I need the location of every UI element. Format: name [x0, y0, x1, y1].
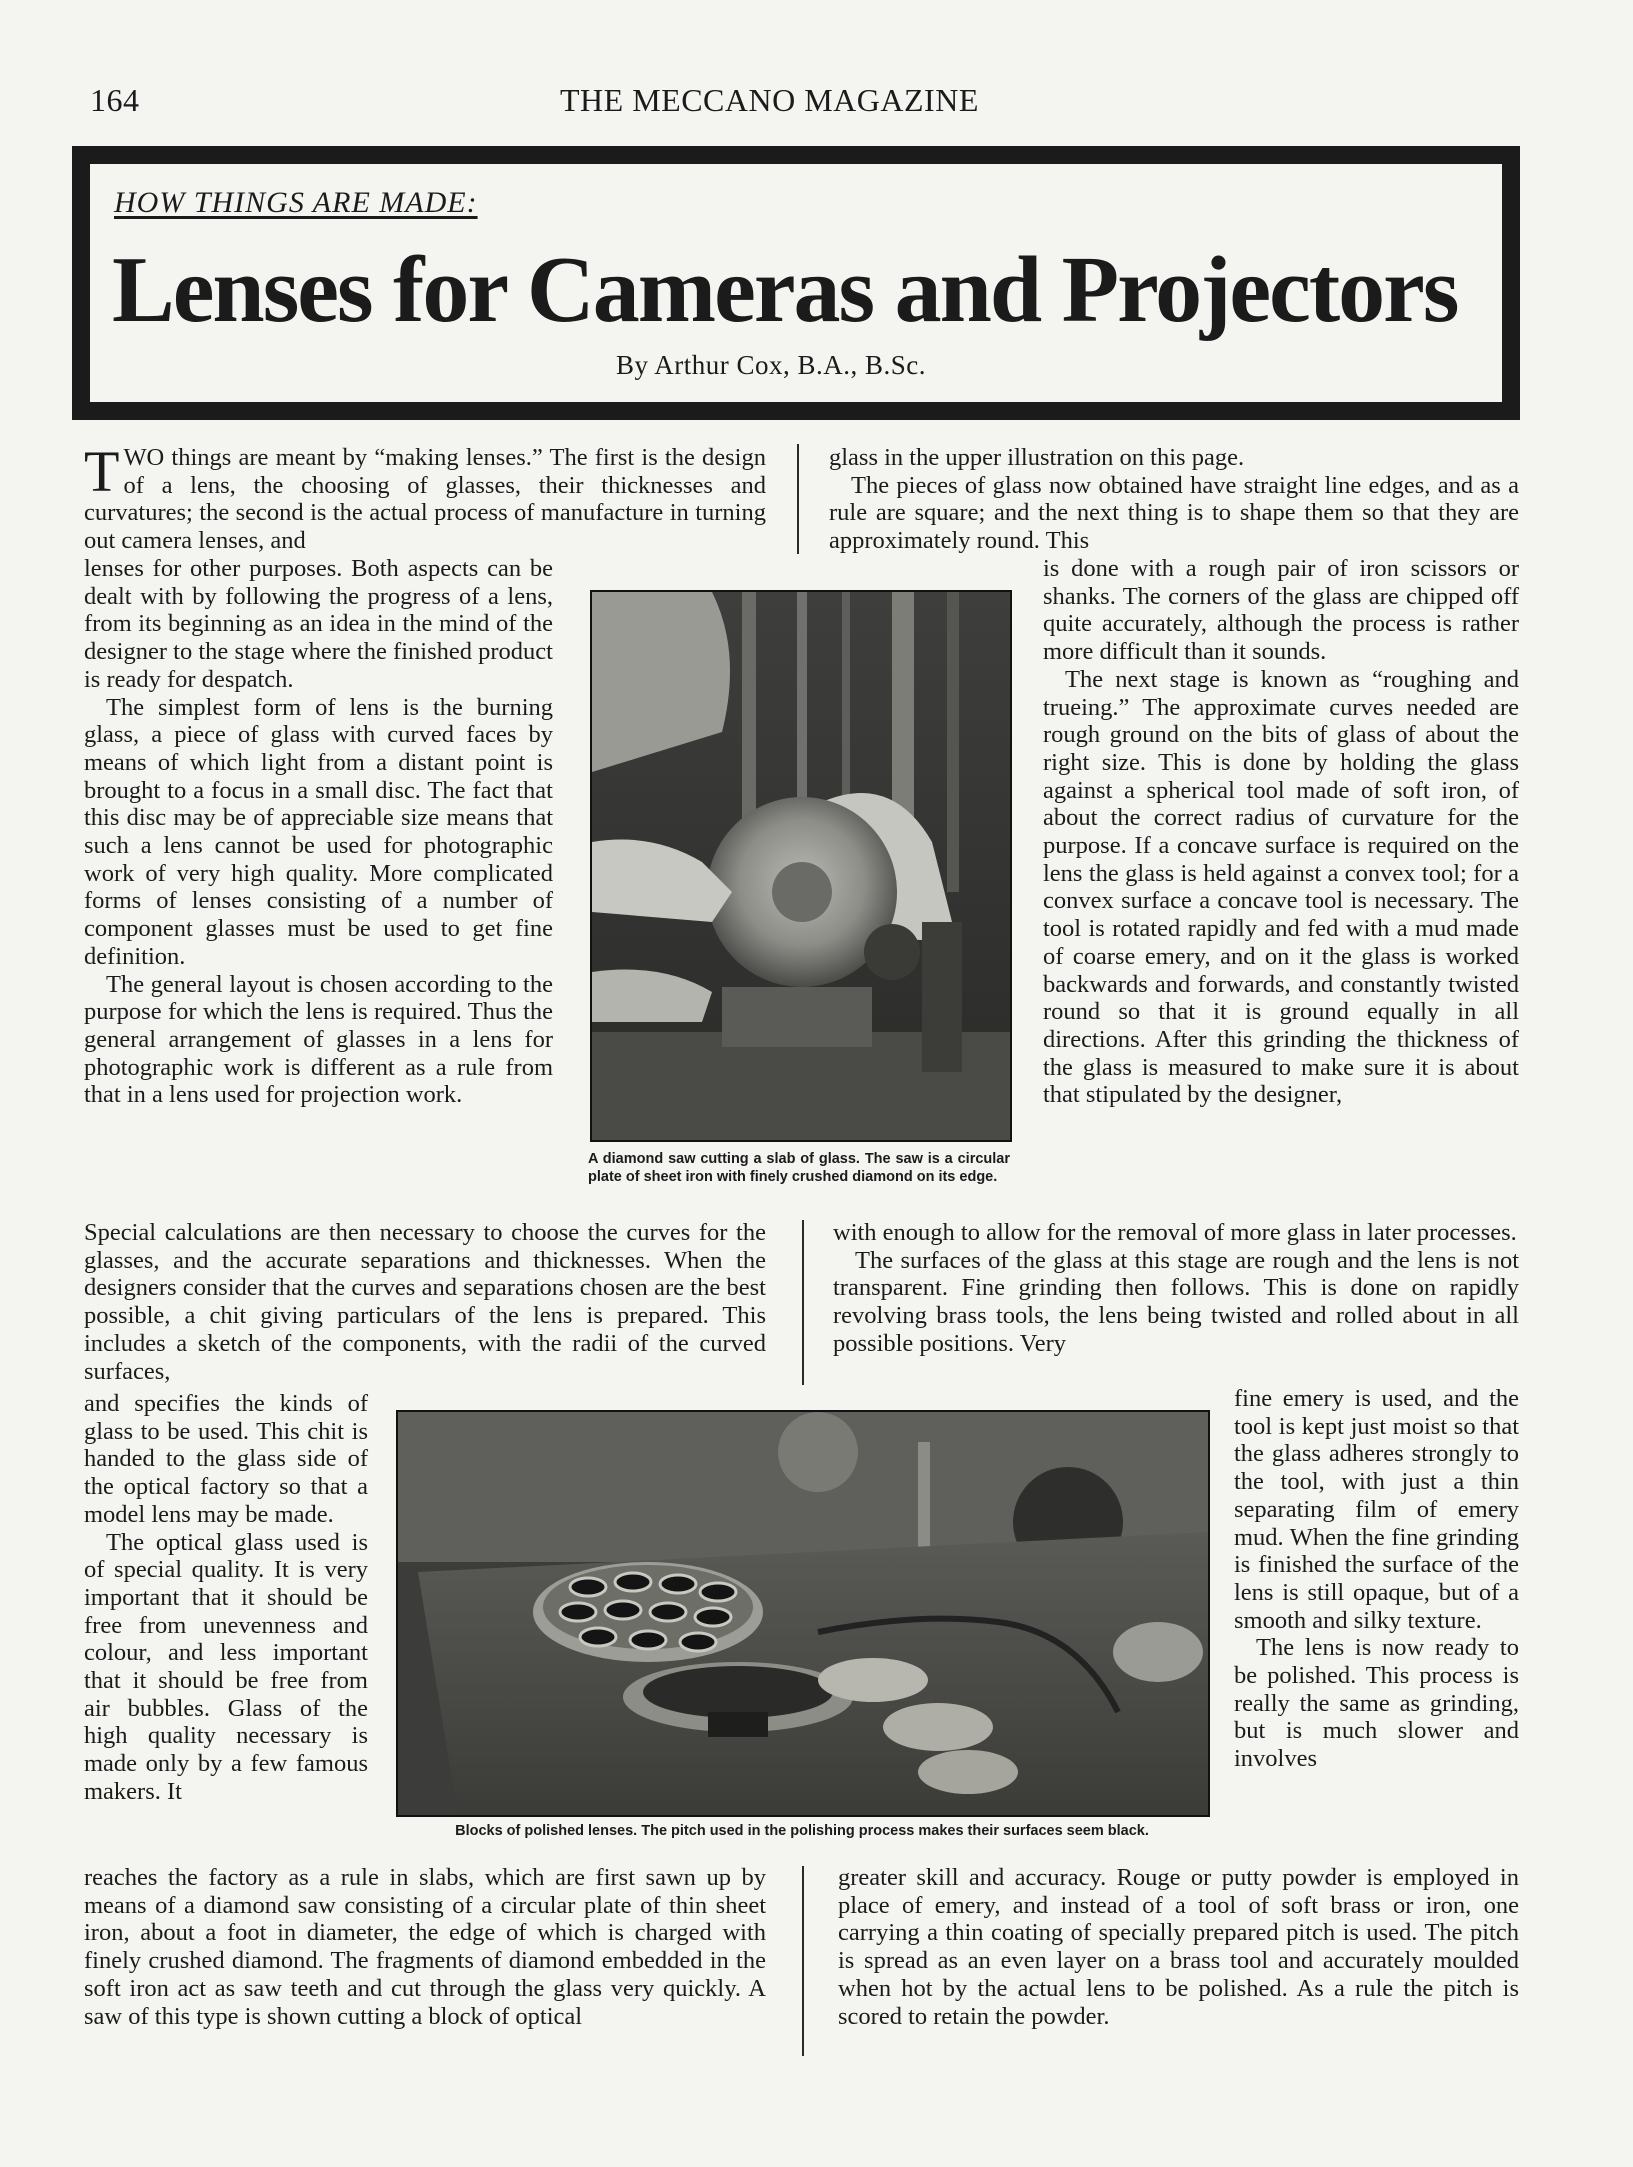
drop-cap: T [84, 439, 120, 504]
paragraph: The simplest form of lens is the burning glass, a piece of glass with curved faces by means of which light from a distant point is brought to a focus in a small disc. The fact that this disc may be of appreciable size means that such a lens cannot be used for photographic work of very high quality. More complicated forms of lenses consisting of a number of component glasses must be used to get fine definition. [84, 693, 553, 970]
left-col-intro [84, 439, 766, 555]
right-col-narrow-3 [1234, 1385, 1519, 1773]
title-border-top [72, 146, 1520, 164]
column-rule [802, 1220, 804, 1385]
paragraph: The general layout is chosen according to the purpose for which the lens is required. Thus the general arrangement of glasses in a lens for photographic work is different as a rule from that in a lens used for projection work. [84, 970, 553, 1109]
right-col-full-2 [833, 1219, 1519, 1358]
paragraph: The lens is now ready to be polished. This process is really the same as grinding, but is much slower and involves [1234, 1634, 1519, 1773]
paragraph: greater skill and accuracy. Rouge or putty powder is employed in place of emery, and instead of a tool of soft brass or iron, one carrying a thin coating of specially prepared pitch is used. The pitch is spread as an even layer on a brass tool and accurately moulded when hot by the actual lens to be polished. As a rule the pitch is scored to retain the powder. [838, 1864, 1519, 2030]
right-col-narrow-1 [1043, 555, 1519, 1109]
article-title: Lenses for Cameras and Projectors [112, 238, 1458, 342]
left-col-full-4 [84, 1864, 766, 2030]
polished-lenses-image [398, 1412, 1208, 1815]
title-border-right [1502, 164, 1520, 402]
magazine-title: THE MECCANO MAGAZINE [560, 82, 979, 118]
paragraph: The optical glass used is of special quality. It is very important that it should be free from unevenness and colour, and less important that it should be free from air bubbles. Glass of the high quality necessary is made only by a few famous makers. It [84, 1528, 368, 1805]
left-col-narrow-3 [84, 1390, 368, 1806]
paragraph: glass in the upper illustration on this page. [829, 444, 1245, 471]
caption-lower: Blocks of polished lenses. The pitch used in the polishing process makes their surfaces seem black. [455, 1823, 1149, 1839]
left-col-narrow-1 [84, 555, 553, 1109]
byline: By Arthur Cox, B.A., B.Sc. [616, 350, 927, 380]
paragraph: reaches the factory as a rule in slabs, which are first sawn up by means of a diamond saw consisting of a circular plate of thin sheet iron, about a foot in diameter, the edge of which is charged with finely crushed diamond. The fragments of diamond embedded in the soft iron act as saw teeth and cut through the glass very quickly. A saw of this type is shown cutting a block of optical [84, 1864, 766, 2030]
right-col-full-1 [829, 444, 1519, 555]
paragraph: The pieces of glass now obtained have straight line edges, and as a rule are square; and the next thing is to shape them so that they are approximately round. This [829, 471, 1519, 555]
paragraph: lenses for other purposes. Both aspects can be dealt with by following the progress of a lens, from its beginning as an idea in the mind of the designer to the stage where the finished product is ready for despatch. [84, 555, 553, 693]
paragraph: and specifies the kinds of glass to be used. This chit is handed to the glass side of the optical factory so that a model lens may be made. [84, 1390, 368, 1528]
column-rule [797, 444, 799, 554]
caption-upper: A diamond saw cutting a slab of glass. The saw is a circular plate of sheet iron with finely crushed diamond on its edge. [588, 1151, 1010, 1185]
paragraph: Special calculations are then necessary to choose the curves for the glasses, and the accurate separations and thicknesses. When the designers consider that the curves and separations chosen are the best possible, a chit giving particulars of the lens is prepared. This includes a sketch of the components, with the radii of the curved surfaces, [84, 1219, 766, 1385]
diamond-saw-image [592, 592, 1010, 1140]
page-number: 164 [90, 82, 140, 118]
title-border-left [72, 164, 90, 402]
paragraph: The surfaces of the glass at this stage are rough and the lens is not transparent. Fine grinding then follows. This is done on rapidly revolving brass tools, the lens being twisted and rolled about in all possible positions. Very [833, 1246, 1519, 1357]
paragraph: The next stage is known as “roughing and trueing.” The approximate curves needed are rough ground on the bits of glass of about the right size. This is done by holding the glass against a spherical tool made of soft iron, of about the correct radius of curvature for the purpose. If a concave surface is required on the lens the glass is held against a convex tool; for a convex surface a concave tool is necessary. The tool is rotated rapidly and fed with a mud made of coarse emery, and on it the glass is worked backwards and forwards, and constantly twisted round so that it is ground equally in all directions. After this grinding the thickness of the glass is measured to make sure it is about that stipulated by the designer, [1043, 665, 1519, 1109]
title-border-bottom [72, 402, 1520, 420]
left-col-full-2 [84, 1219, 766, 1385]
right-col-full-4 [838, 1864, 1519, 2030]
paragraph: with enough to allow for the removal of more glass in later processes. [833, 1219, 1517, 1246]
photo-polished-lenses [396, 1410, 1210, 1817]
paragraph: is done with a rough pair of iron scissors or shanks. The corners of the glass are chipped off quite accurately, although the process is rather more difficult than it sounds. [1043, 555, 1519, 666]
column-rule [802, 1866, 804, 2056]
intro-text: WO things are meant by “making lenses.” The first is the design of a lens, the choosing of glasses, their thicknesses and curvatures; the second is the actual process of manufacture in turning out camera lenses, and [84, 444, 766, 555]
series-label: HOW THINGS ARE MADE: [114, 186, 478, 219]
photo-diamond-saw [590, 590, 1012, 1142]
paragraph: fine emery is used, and the tool is kept just moist so that the glass adheres strongly to the tool, with just a thin separating film of emery mud. When the fine grinding is finished the surface of the lens is still opaque, but of a smooth and silky texture. [1234, 1385, 1519, 1634]
